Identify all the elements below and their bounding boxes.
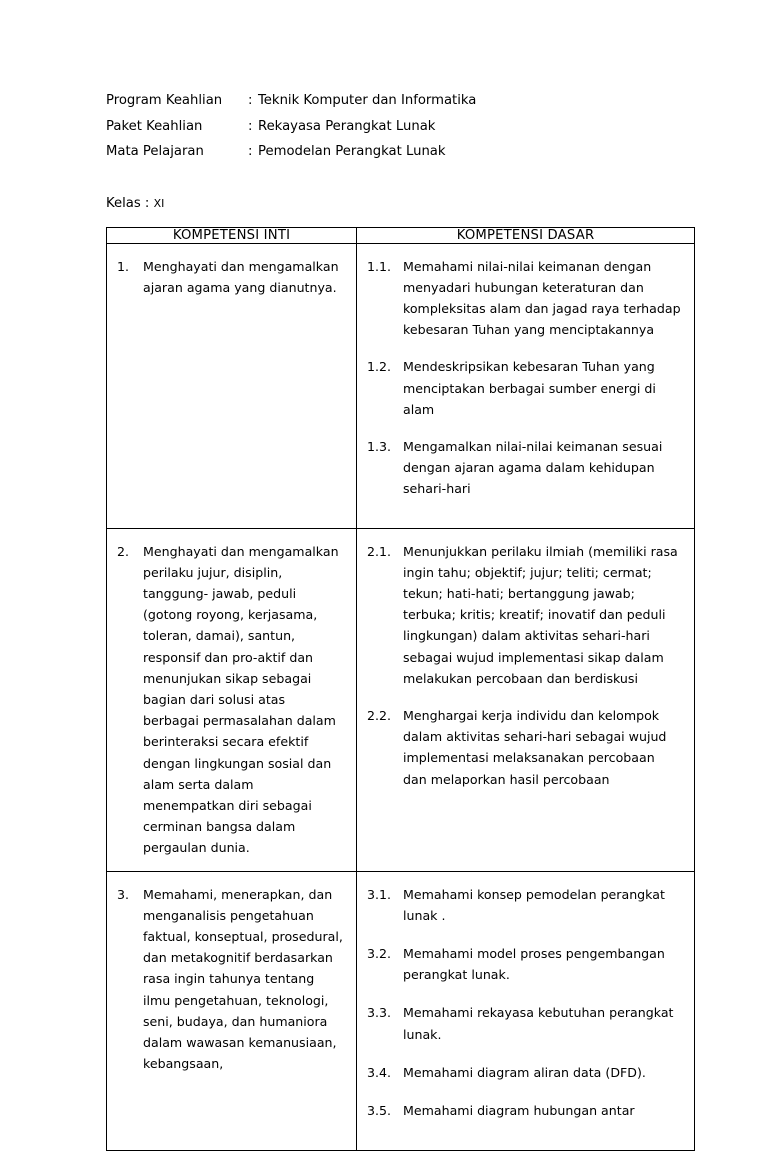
kelas-value: XI bbox=[154, 197, 165, 210]
cell-content bbox=[107, 244, 356, 310]
list-item bbox=[367, 541, 682, 689]
item-text: Mendeskripsikan kebesaran Tuhan yang menciptakan berbagai sumber energi di alam bbox=[403, 356, 682, 420]
item-text: Memahami rekayasa kebutuhan perangkat lunak. bbox=[403, 1002, 682, 1044]
list-item bbox=[367, 436, 682, 500]
item-text: Menunjukkan perilaku ilmiah (memiliki rasa ingin tahu; objektif; jujur; teliti; cermat; tekun; hati-hati; bertanggung jawab; terbuka; kritis; kreatif; inovatif dan peduli lingkungan) dalam aktivitas sehari-hari sebagai wujud implementasi sikap dalam melakukan percobaan dan berdiskusi bbox=[403, 541, 682, 689]
cell-content bbox=[357, 872, 694, 1151]
cell-kompetensi-inti-1 bbox=[107, 243, 357, 528]
list-item bbox=[367, 256, 682, 341]
list-item bbox=[117, 541, 344, 859]
table-header bbox=[107, 227, 695, 243]
item-text: Mengamalkan nilai-nilai keimanan sesuai dengan ajaran agama dalam kehidupan sehari-hari bbox=[403, 436, 682, 500]
meta-row-mata-pelajaran bbox=[106, 139, 684, 165]
item-number: 3. bbox=[117, 884, 143, 905]
meta-row-paket-keahlian bbox=[106, 114, 684, 140]
item-text: Memahami model proses pengembangan perangkat lunak. bbox=[403, 943, 682, 985]
list-item bbox=[117, 256, 344, 298]
meta-label-paket-keahlian: Paket Keahlian bbox=[106, 114, 248, 140]
cell-content bbox=[357, 244, 694, 528]
meta-value-paket-keahlian: Rekayasa Perangkat Lunak bbox=[258, 114, 684, 140]
kelas-label: Kelas : bbox=[106, 196, 149, 211]
cell-kompetensi-inti-3 bbox=[107, 871, 357, 1151]
meta-label-mata-pelajaran: Mata Pelajaran bbox=[106, 139, 248, 165]
item-text: Menghargai kerja individu dan kelompok dalam aktivitas sehari-hari sebagai wujud implementasi melaksanakan percobaan dan melaporkan hasil percobaan bbox=[403, 705, 682, 790]
cell-kompetensi-dasar-1 bbox=[357, 243, 695, 528]
item-number: 2.1. bbox=[367, 541, 403, 562]
item-text: Memahami, menerapkan, dan menganalisis pengetahuan faktual, konseptual, prosedural, dan metakognitif berdasarkan rasa ingin tahunya tentang ilmu pengetahuan, teknologi, seni, budaya, dan humaniora dalam wawasan kemanusiaan, kebangsaan, bbox=[143, 884, 344, 1075]
meta-separator-mata-pelajaran: : bbox=[248, 139, 258, 165]
cell-kompetensi-dasar-2 bbox=[357, 528, 695, 871]
meta-separator-paket-keahlian: : bbox=[248, 114, 258, 140]
item-number: 1.3. bbox=[367, 436, 403, 457]
item-text: Menghayati dan mengamalkan ajaran agama yang dianutnya. bbox=[143, 256, 344, 298]
list-item bbox=[367, 943, 682, 985]
list-item bbox=[367, 1100, 682, 1121]
item-number: 3.5. bbox=[367, 1100, 403, 1121]
meta-label-program-keahlian: Program Keahlian bbox=[106, 88, 248, 114]
table-row bbox=[107, 528, 695, 871]
column-header-kompetensi-dasar: KOMPETENSI DASAR bbox=[357, 227, 695, 243]
list-item bbox=[117, 884, 344, 1075]
item-number: 1.2. bbox=[367, 356, 403, 377]
item-text: Memahami diagram hubungan antar bbox=[403, 1100, 682, 1121]
table-header-row bbox=[107, 227, 695, 243]
list-item bbox=[367, 1062, 682, 1083]
item-number: 3.2. bbox=[367, 943, 403, 964]
item-number: 3.4. bbox=[367, 1062, 403, 1083]
meta-separator-program-keahlian: : bbox=[248, 88, 258, 114]
kompetensi-table bbox=[106, 227, 695, 1151]
meta-value-mata-pelajaran: Pemodelan Perangkat Lunak bbox=[258, 139, 684, 165]
item-text: Memahami nilai-nilai keimanan dengan menyadari hubungan keteraturan dan kompleksitas alam dan jagad raya terhadap kebesaran Tuhan yang menciptakannya bbox=[403, 256, 682, 341]
table-row bbox=[107, 871, 695, 1151]
kelas-line bbox=[106, 195, 684, 213]
item-number: 2.2. bbox=[367, 705, 403, 726]
cell-content bbox=[107, 872, 356, 1087]
list-item bbox=[367, 356, 682, 420]
column-header-kompetensi-inti: KOMPETENSI INTI bbox=[107, 227, 357, 243]
cell-kompetensi-inti-2 bbox=[107, 528, 357, 871]
table-row bbox=[107, 243, 695, 528]
cell-kompetensi-dasar-3 bbox=[357, 871, 695, 1151]
item-text: Memahami konsep pemodelan perangkat lunak . bbox=[403, 884, 682, 926]
item-number: 3.1. bbox=[367, 884, 403, 905]
item-text: Menghayati dan mengamalkan perilaku jujur, disiplin, tanggung- jawab, peduli (gotong royong, kerjasama, toleran, damai), santun, responsif dan pro-aktif dan menunjukan sikap sebagai bagian dari solusi atas berbagai permasalahan dalam berinteraksi secara efektif dengan lingkungan sosial dan alam serta dalam menempatkan diri sebagai cerminan bangsa dalam pergaulan dunia. bbox=[143, 541, 344, 859]
table-body bbox=[107, 243, 695, 1151]
item-number: 3.3. bbox=[367, 1002, 403, 1023]
list-item bbox=[367, 705, 682, 790]
document-meta-block bbox=[106, 88, 684, 165]
cell-content bbox=[107, 529, 356, 871]
item-number: 1.1. bbox=[367, 256, 403, 277]
item-number: 1. bbox=[117, 256, 143, 277]
item-text: Memahami diagram aliran data (DFD). bbox=[403, 1062, 682, 1083]
meta-value-program-keahlian: Teknik Komputer dan Informatika bbox=[258, 88, 684, 114]
item-number: 2. bbox=[117, 541, 143, 562]
list-item bbox=[367, 884, 682, 926]
cell-content bbox=[357, 529, 694, 818]
meta-row-program-keahlian bbox=[106, 88, 684, 114]
